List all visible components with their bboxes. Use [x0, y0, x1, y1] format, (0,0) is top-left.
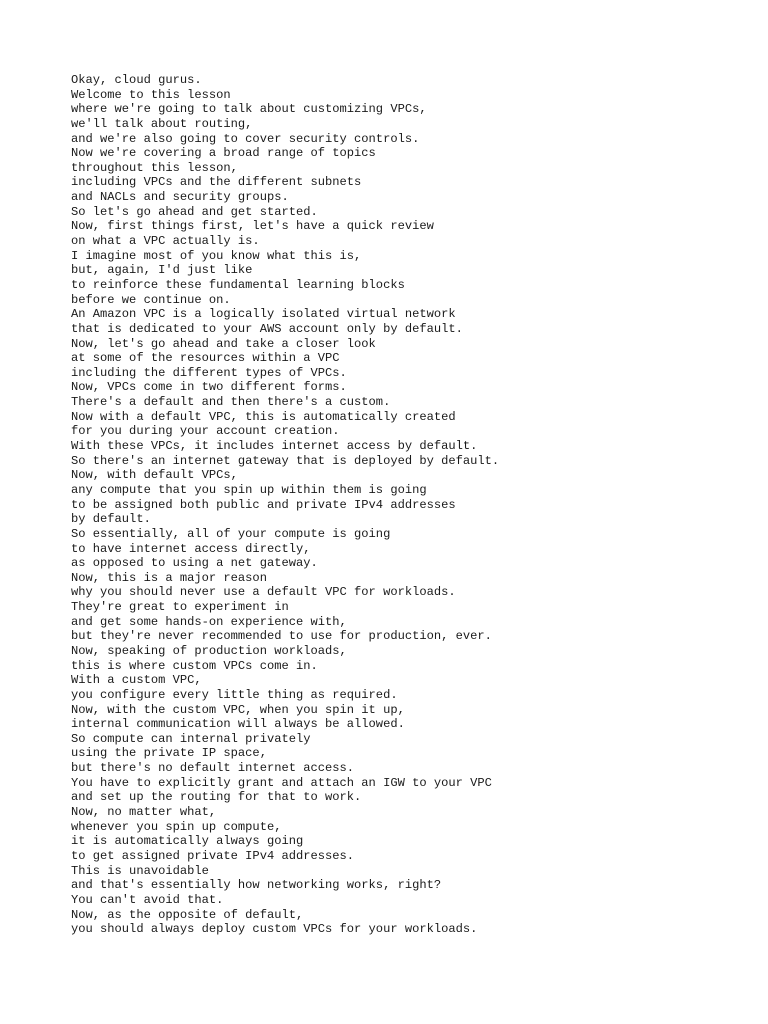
transcript-line: but there's no default internet access. — [71, 761, 355, 776]
transcript-line: including the different types of VPCs. — [71, 365, 347, 380]
transcript-line: and get some hands-on experience with, — [71, 614, 347, 629]
transcript-line: but they're never recommended to use for production, ever. — [71, 629, 492, 644]
transcript-line: There's a default and then there's a custom. — [71, 395, 391, 410]
transcript-line: to reinforce these fundamental learning blocks — [71, 277, 405, 292]
transcript-line: but, again, I'd just like — [71, 263, 253, 278]
transcript-line: we'll talk about routing, — [71, 116, 253, 131]
transcript-line: to get assigned private IPv4 addresses. — [71, 848, 355, 863]
transcript-line: internal communication will always be allowed. — [71, 717, 405, 732]
transcript-line: This is unavoidable — [71, 863, 209, 878]
transcript-line: Now, let's go ahead and take a closer look — [71, 336, 376, 351]
transcript-line: and that's essentially how networking works, right? — [71, 878, 442, 893]
transcript-line: whenever you spin up compute, — [71, 819, 282, 834]
transcript-line: You can't avoid that. — [71, 892, 224, 907]
transcript-line: Now, with the custom VPC, when you spin it up, — [71, 702, 405, 717]
transcript-line: and set up the routing for that to work. — [71, 790, 362, 805]
transcript-line: it is automatically always going — [71, 834, 304, 849]
transcript-line: With these VPCs, it includes internet access by default. — [71, 439, 478, 454]
transcript-line: where we're going to talk about customizing VPCs, — [71, 102, 427, 117]
transcript-line: why you should never use a default VPC for workloads. — [71, 585, 456, 600]
transcript-line: So essentially, all of your compute is going — [71, 526, 391, 541]
transcript-line: by default. — [71, 512, 151, 527]
transcript-text — [71, 73, 751, 937]
transcript-line: They're great to experiment in — [71, 600, 289, 615]
transcript-line: including VPCs and the different subnets — [71, 175, 362, 190]
transcript-line: throughout this lesson, — [71, 160, 238, 175]
transcript-line: on what a VPC actually is. — [71, 234, 260, 249]
transcript-line: this is where custom VPCs come in. — [71, 658, 318, 673]
transcript-line: to have internet access directly, — [71, 541, 311, 556]
transcript-line: I imagine most of you know what this is, — [71, 248, 362, 263]
transcript-line: that is dedicated to your AWS account only by default. — [71, 321, 463, 336]
transcript-line: Now, no matter what, — [71, 805, 217, 820]
transcript-line: So compute can internal privately — [71, 731, 311, 746]
transcript-line: Now, with default VPCs, — [71, 468, 238, 483]
transcript-line: and we're also going to cover security controls. — [71, 131, 420, 146]
transcript-line: An Amazon VPC is a logically isolated virtual network — [71, 307, 456, 322]
transcript-line: With a custom VPC, — [71, 673, 202, 688]
transcript-line: you should always deploy custom VPCs for your workloads. — [71, 922, 478, 937]
transcript-line: Now, as the opposite of default, — [71, 907, 304, 922]
transcript-line: Now we're covering a broad range of topics — [71, 146, 376, 161]
transcript-line: any compute that you spin up within them is going — [71, 482, 427, 497]
transcript-line: Now, first things first, let's have a quick review — [71, 219, 434, 234]
transcript-line: before we continue on. — [71, 292, 231, 307]
transcript-line: So there's an internet gateway that is deployed by default. — [71, 453, 500, 468]
transcript-line: for you during your account creation. — [71, 424, 340, 439]
transcript-line: Now, speaking of production workloads, — [71, 643, 347, 658]
transcript-line: Okay, cloud gurus. — [71, 73, 202, 87]
transcript-line: Welcome to this lesson — [71, 87, 231, 102]
transcript-line: you configure every little thing as required. — [71, 687, 398, 702]
transcript-line: You have to explicitly grant and attach an IGW to your VPC — [71, 775, 492, 790]
transcript-line: at some of the resources within a VPC — [71, 351, 340, 366]
transcript-line: So let's go ahead and get started. — [71, 204, 318, 219]
transcript-line: and NACLs and security groups. — [71, 190, 289, 205]
transcript-line: as opposed to using a net gateway. — [71, 556, 318, 571]
transcript-line: using the private IP space, — [71, 746, 267, 761]
transcript-line: Now, this is a major reason — [71, 570, 267, 585]
transcript-line: Now with a default VPC, this is automatically created — [71, 409, 456, 424]
transcript-line: to be assigned both public and private IPv4 addresses — [71, 497, 456, 512]
transcript-line: Now, VPCs come in two different forms. — [71, 380, 347, 395]
